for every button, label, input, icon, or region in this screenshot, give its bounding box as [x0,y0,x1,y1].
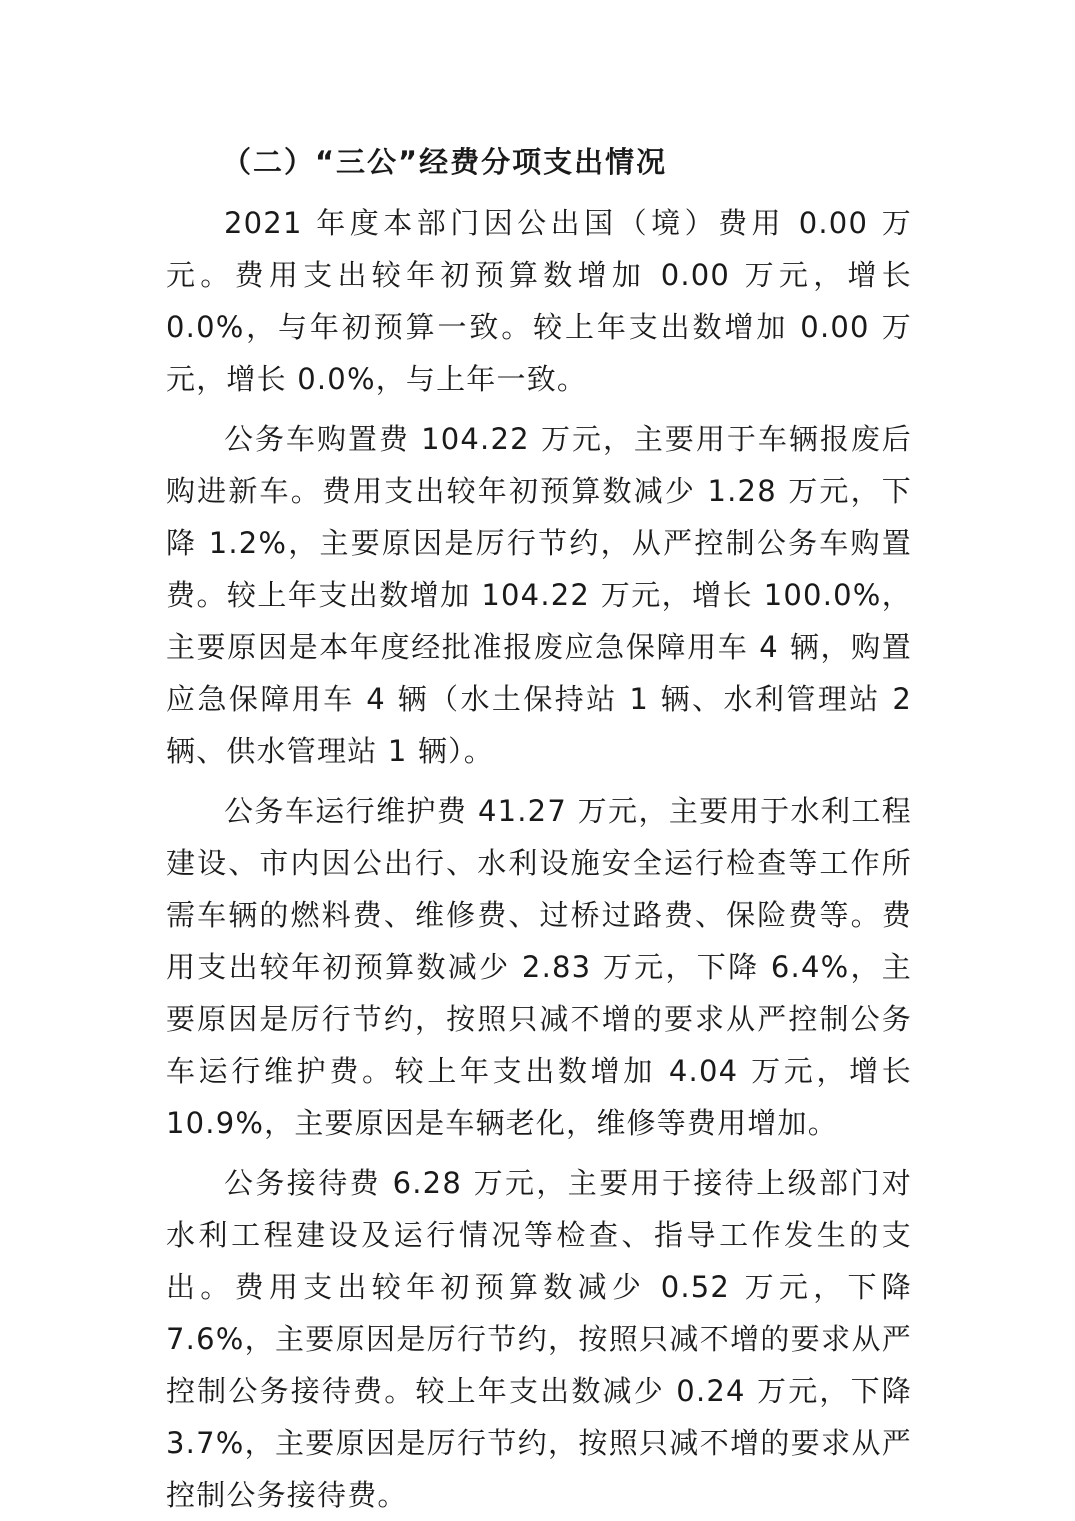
section-heading: （二）“三公”经费分项支出情况 [222,145,668,179]
paragraph-overseas-travel: 2021 年度本部门因公出国（境）费用 0.00 万元。费用支出较年初预算数增加 0.00 万元，增长 0.0%，与年初预算一致。较上年支出数增加 0.00 万元，增长 0.0%，与上年一致。 [166,206,912,396]
document-page [166,138,912,1521]
paragraph-vehicle-purchase: 公务车购置费 104.22 万元，主要用于车辆报废后购进新车。费用支出较年初预算数减少 1.28 万元，下降 1.2%，主要原因是厉行节约，从严控制公务车购置费。较上年支出数增加 104.22 万元，增长 100.0%，主要原因是本年度经批准报废应急保障用车 4 辆，购置应急保障用车 4 辆（水土保持站 1 辆、水利管理站 2 辆、供水管理站 1 辆）。 [166,422,912,768]
paragraph-official-reception: 公务接待费 6.28 万元，主要用于接待上级部门对水利工程建设及运行情况等检查、指导工作发生的支出。费用支出较年初预算数减少 0.52 万元，下降 7.6%，主要原因是厉行节约，按照只减不增的要求从严控制公务接待费。较上年支出数减少 0.24 万元，下降 3.7%，主要原因是厉行节约，按照只减不增的要求从严控制公务接待费。 [166,1166,912,1512]
paragraph-vehicle-maintenance: 公务车运行维护费 41.27 万元，主要用于水利工程建设、市内因公出行、水利设施安全运行检查等工作所需车辆的燃料费、维修费、过桥过路费、保险费等。费用支出较年初预算数减少 2.83 万元，下降 6.4%，主要原因是厉行节约，按照只减不增的要求从严控制公务车运行维护费。较上年支出数增加 4.04 万元，增长 10.9%，主要原因是车辆老化，维修等费用增加。 [166,794,912,1140]
